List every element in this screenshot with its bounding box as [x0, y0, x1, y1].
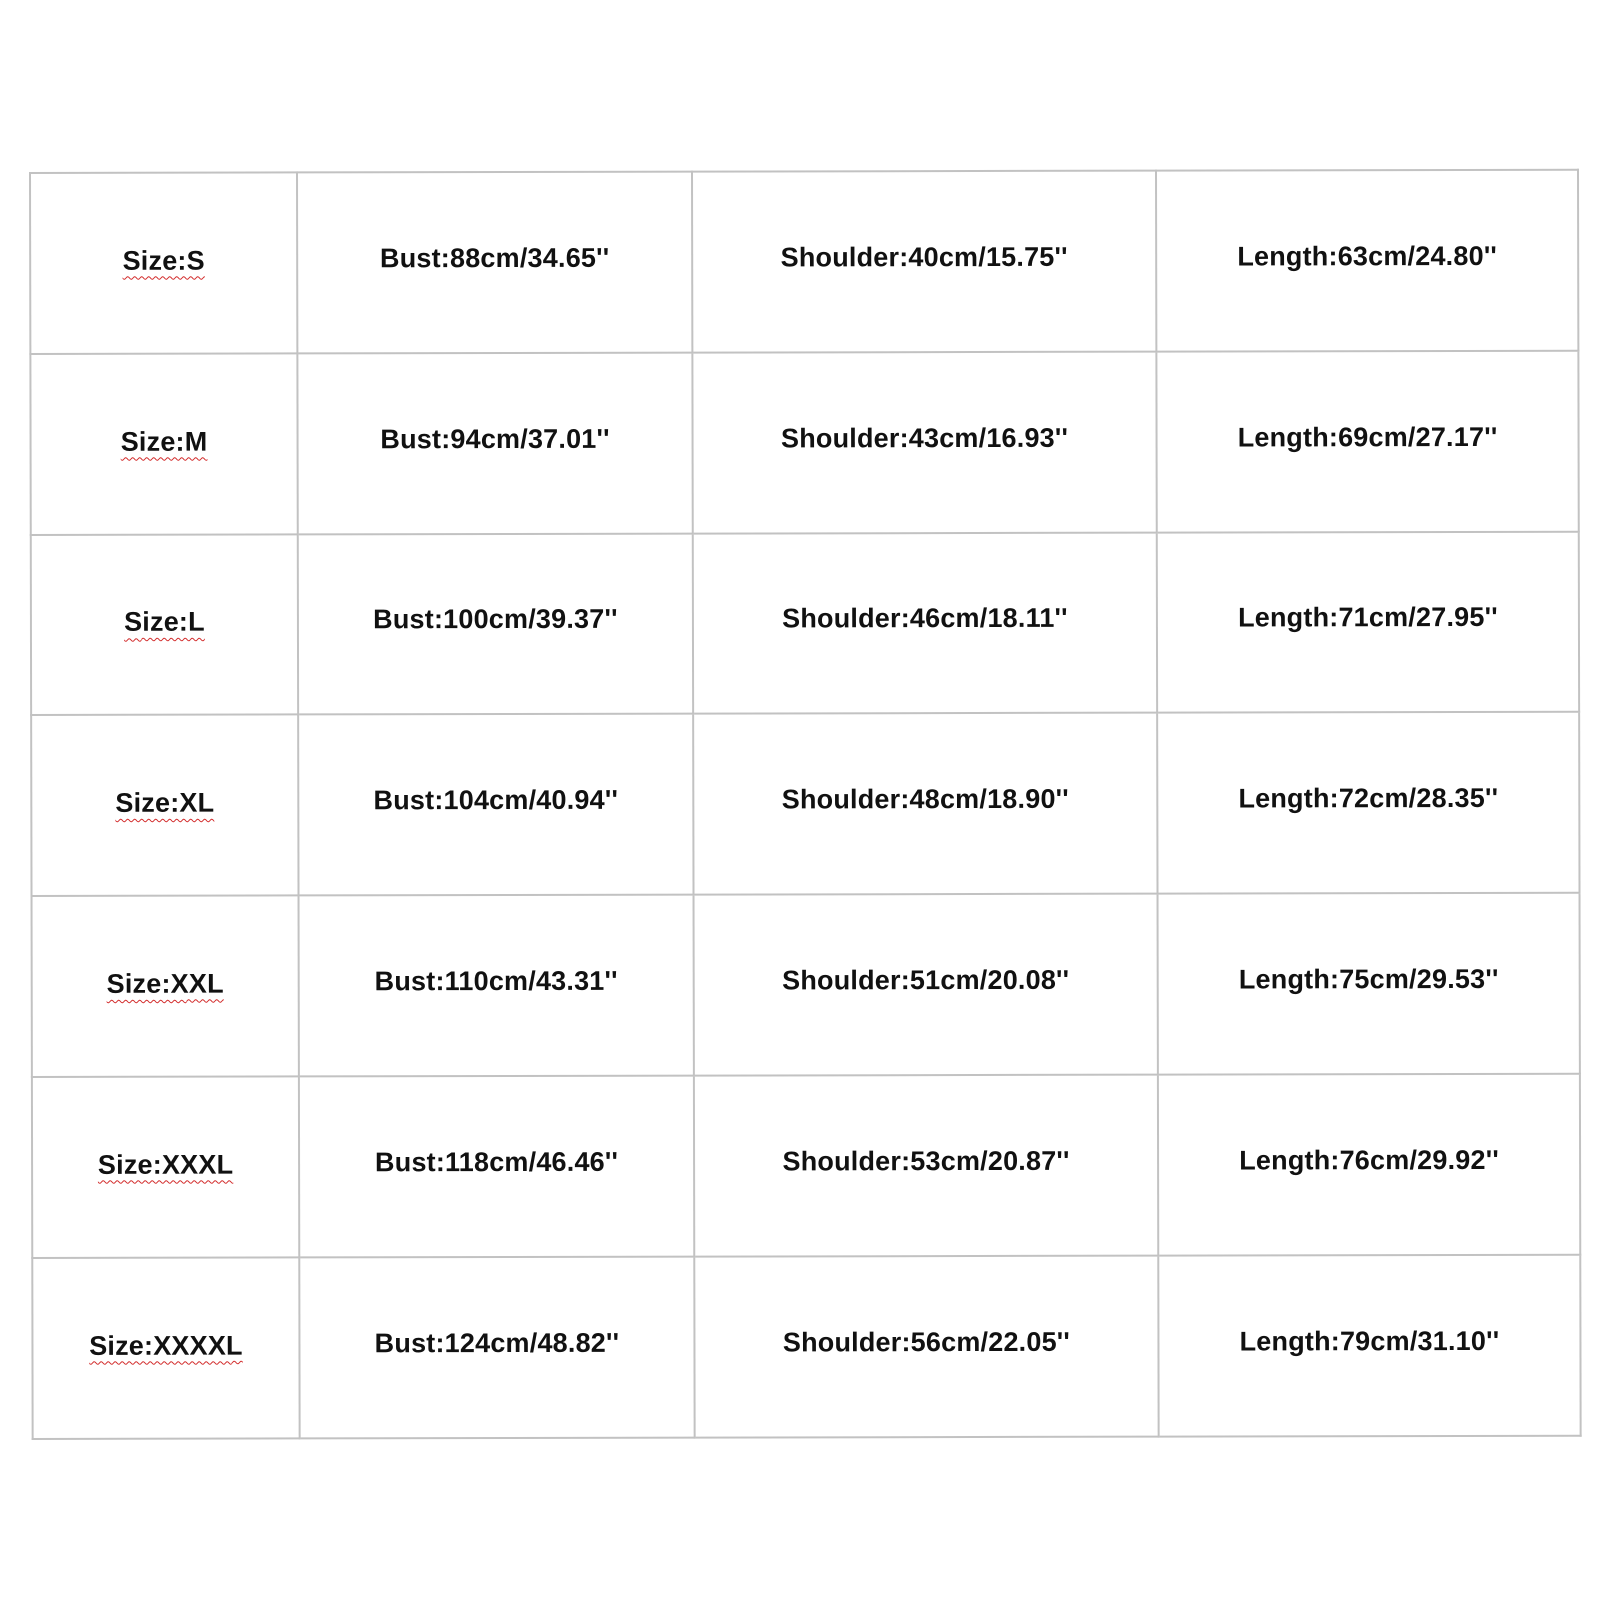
length-cell [1156, 351, 1578, 533]
table-row [31, 712, 1579, 896]
size-label: Size:S [122, 245, 205, 276]
size-cell [32, 1257, 299, 1438]
size-cell [30, 353, 297, 534]
shoulder-value: Shoulder:56cm/22.05'' [782, 1326, 1071, 1358]
shoulder-value: Shoulder:43cm/16.93'' [780, 422, 1069, 454]
bust-cell [299, 1076, 694, 1258]
shoulder-value: Shoulder:40cm/15.75'' [780, 241, 1068, 273]
table-row [32, 1074, 1580, 1258]
bust-cell [298, 714, 693, 896]
table-row [32, 893, 1580, 1077]
size-chart-table [29, 169, 1582, 1440]
shoulder-cell [692, 351, 1156, 533]
size-label: Size:M [120, 426, 208, 457]
size-label: Size:XXXL [97, 1149, 234, 1180]
length-value: Length:72cm/28.35'' [1238, 783, 1499, 814]
bust-value: Bust:118cm/46.46'' [374, 1146, 619, 1178]
shoulder-cell [694, 1075, 1158, 1257]
length-value: Length:69cm/27.17'' [1237, 421, 1498, 453]
shoulder-cell [694, 1255, 1158, 1437]
shoulder-value: Shoulder:53cm/20.87'' [782, 1145, 1070, 1177]
size-cell [31, 715, 298, 896]
bust-value: Bust:104cm/40.94'' [373, 785, 619, 816]
bust-value: Bust:94cm/37.01'' [380, 423, 610, 454]
shoulder-value: Shoulder:46cm/18.11'' [782, 603, 1068, 634]
length-cell [1157, 531, 1579, 713]
table-row [32, 1255, 1580, 1439]
bust-cell [299, 895, 694, 1077]
size-cell [31, 534, 298, 715]
shoulder-cell [693, 532, 1157, 714]
size-label: Size:L [124, 607, 205, 638]
length-value: Length:76cm/29.92'' [1239, 1144, 1499, 1176]
size-cell [30, 172, 297, 353]
size-label: Size:XXXXL [89, 1330, 243, 1361]
shoulder-value: Shoulder:48cm/18.90'' [781, 784, 1069, 815]
shoulder-cell [694, 894, 1158, 1076]
bust-value: Bust:100cm/39.37'' [373, 604, 618, 635]
size-label: Size:XL [115, 787, 215, 819]
size-label: Size:XXL [106, 968, 224, 999]
length-cell [1157, 712, 1579, 894]
table-row [30, 170, 1578, 354]
bust-value: Bust:88cm/34.65'' [379, 242, 610, 274]
bust-value: Bust:110cm/43.31'' [374, 965, 618, 997]
shoulder-value: Shoulder:51cm/20.08'' [782, 964, 1070, 996]
bust-cell [299, 1256, 694, 1438]
length-value: Length:63cm/24.80'' [1237, 240, 1498, 272]
length-cell [1158, 1255, 1580, 1437]
bust-cell [297, 352, 692, 534]
length-cell [1158, 1074, 1580, 1256]
length-cell [1156, 170, 1578, 352]
shoulder-cell [693, 713, 1157, 895]
shoulder-cell [692, 171, 1156, 353]
table-row [31, 531, 1579, 715]
bust-cell [298, 533, 693, 715]
table-row [30, 351, 1578, 535]
length-value: Length:75cm/29.53'' [1238, 964, 1499, 995]
length-cell [1158, 893, 1580, 1075]
bust-value: Bust:124cm/48.82'' [374, 1327, 620, 1358]
size-cell [32, 1076, 299, 1257]
length-value: Length:71cm/27.95'' [1238, 602, 1498, 633]
size-cell [32, 896, 299, 1077]
bust-cell [297, 172, 692, 354]
length-value: Length:79cm/31.10'' [1239, 1325, 1500, 1357]
